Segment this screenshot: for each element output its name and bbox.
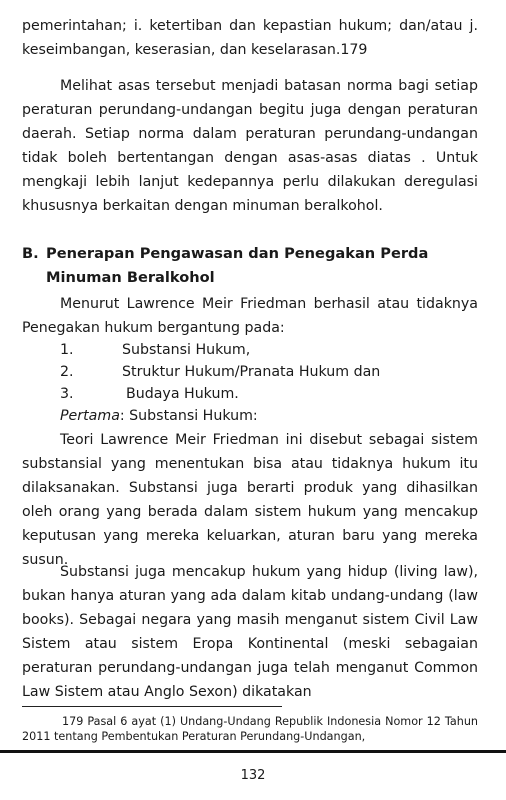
paragraph-friedman-intro: Menurut Lawrence Meir Friedman berhasil atau tidaknya Penegakan hukum bergantung pada: bbox=[22, 296, 478, 336]
page-bottom-rule bbox=[0, 750, 506, 753]
sub-label-italic: Pertama bbox=[60, 408, 120, 424]
section-letter: B. bbox=[22, 245, 39, 262]
page-number: 132 bbox=[240, 768, 266, 783]
list-item bbox=[60, 360, 480, 384]
list-number: 3. bbox=[60, 386, 74, 402]
paragraph-substansi-theory: Teori Lawrence Meir Friedman ini disebut sebagai sistem substansial yang menentukan bisa atau tidaknya hukum itu dilaksanakan. Substansi juga berarti produk yang dihasilkan oleh orang yang berada dalam sistem hukum yang mencakup keputusan yang mereka keluarkan, aturan baru yang mereka susun. bbox=[22, 432, 478, 568]
footnote: 179 Pasal 6 ayat (1) Undang-Undang Republik Indonesia Nomor 12 Tahun 2011 tentang Pembentukan Peraturan Perundang-Undangan, bbox=[22, 715, 478, 743]
footnote-separator bbox=[22, 706, 282, 707]
paragraph-living-law: Substansi juga mencakup hukum yang hidup (living law), bukan hanya aturan yang ada dalam kitab undang-undang (law books). Sebagai negara yang masih menganut sistem Civil Law Sistem atau sistem Eropa Kontinental (meski sebagaian peraturan perundang-undangan juga telah menganut Common Law Sistem atau Anglo Sexon) dikatakan bbox=[22, 564, 478, 700]
list-text: Substansi Hukum, bbox=[122, 342, 251, 358]
list-text: Struktur Hukum/Pranata Hukum dan bbox=[122, 364, 381, 380]
list-text: Budaya Hukum. bbox=[126, 386, 239, 402]
section-title: Penerapan Pengawasan dan Penegakan Perda Minuman Beralkohol bbox=[46, 245, 429, 286]
sub-label bbox=[60, 404, 258, 428]
list-item bbox=[60, 382, 480, 406]
list-number: 1. bbox=[60, 342, 74, 358]
sub-label-rest: : Substansi Hukum: bbox=[119, 408, 258, 424]
paragraph-continuation: pemerintahan; i. ketertiban dan kepastian hukum; dan/atau j. keseimbangan, keserasian, dan keselarasan.179 bbox=[22, 18, 478, 58]
section-heading bbox=[22, 242, 478, 290]
paragraph-asas: Melihat asas tersebut menjadi batasan norma bagi setiap peraturan perundang-undangan begitu juga dengan peraturan daerah. Setiap norma dalam peraturan perundang-undangan tidak boleh bertentangan dengan asas-asas diatas . Untuk mengkaji lebih lanjut kedepannya perlu dilakukan deregulasi khususnya berkaitan dengan minuman beralkohol. bbox=[22, 78, 478, 214]
list-number: 2. bbox=[60, 364, 74, 380]
list-item bbox=[60, 338, 480, 362]
